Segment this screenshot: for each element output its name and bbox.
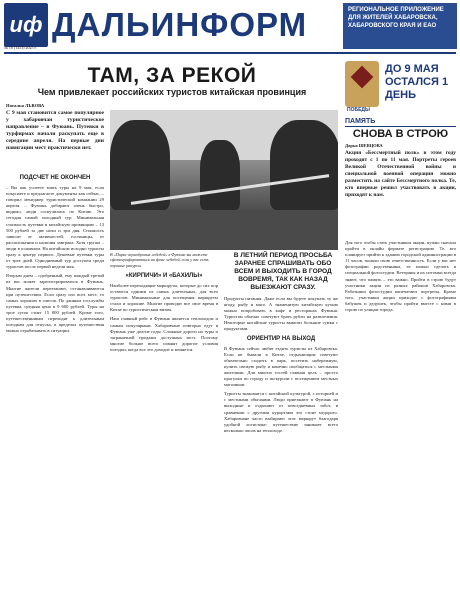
regional-supplement-block: РЕГИОНАЛЬНОЕ ПРИЛОЖЕНИЕ ДЛЯ ЖИТЕЛЕЙ ХАБАРОВСКА, ХАБАРОВСКОГО КРАЯ И ЕАО xyxy=(343,3,457,49)
article-text: Наиболее переходящие маршруты, которые до сих пор остаются одними из самых длительных, для всех туристов. Минимальные для посещения маршруты стали и хорошие. Многие проводят все свое время в Китае по туристическим визам. xyxy=(110,283,218,313)
article-lead: С 9 мая становится самое популярное у хабаровчан туристическое направление – в Фуюань. Путевки в турфирмах начали раскупать еще в середине апреля. На первые дни навигации мест практически нет. xyxy=(6,110,104,151)
article-text: – Вы как успеете взять туры на 9 мая, если покупаете и предлагаете документы как сейчас, – говорил менеджер туристической компании 29 апреля. – Фуюань добирают очень быстро, видимо, люди соскучились по Китаю. Это сегодня самый холодный тур. Минимальная стоимость путевки в китайскую провинцию – 13 500 рублей за две ночи и три дня. Стоимость зависит от активностей, гостиницы, от расположения и наличия завтрака. Хотя группа – люди в основном. На китайском исходно туристы сразу к центру первого. Дешевые путевки туры от трех дней. Однодневный тур доступен среди туристов после первой недели мая. xyxy=(6,185,104,270)
article-subhead: Чем привлекает российских туристов китайская провинция xyxy=(37,87,307,97)
issue-number: № 18 (1453) 2025 г. xyxy=(4,45,37,50)
article-byline: Наталья ЛЬВОВА xyxy=(6,103,45,108)
article-column-2 xyxy=(110,270,218,600)
article-photo xyxy=(110,110,338,250)
article-text: Продукты питания. Даже если вы будете покупать ту же ягоду, рыбу и мясо. А знаменитую китайскую кухню можно попробовать в кафе и ресторанах Фуюаня. Туристам обычно советуют брать рубли на развлечения. Некоторые китайские туристы вывозят большие сумки с продуктами. xyxy=(224,296,338,332)
article-column-1 xyxy=(6,172,104,602)
memory-section-label: ПАМЯТЬ xyxy=(345,118,456,127)
section-subheading: ОРИЕНТИР НА ВЫХОД xyxy=(246,335,316,342)
article-text: В Фуюань сейчас любят ездить туристы из Хабаровска. Если не бывали в Китае, отдыхающим советуют обязательно сходить в парк, посетить набережную, купить свежую рыбу и конечно пообщаться с местными жителями. Для многих гостей главная цель – просто прогулки по городу и экскурсии с посещением местных магазинов. xyxy=(224,345,338,388)
section-subheading: ПОДСЧЕТ НЕ ОКОНЧЕН xyxy=(19,175,91,181)
masthead xyxy=(4,3,340,51)
victory-countdown xyxy=(345,57,456,115)
photo-caption: В «Парке чернобровых лебедей» в Фуюане вы можете сфотографироваться на фоне лебедей, если у вас есть хорошие ракурсы. xyxy=(110,252,209,268)
publication-logo: иф xyxy=(4,3,48,47)
masthead-divider xyxy=(4,52,456,54)
memory-intro: Акция «Бессмертный полк» в этом году проходит с 1 по 11 мая. Портреты героев Великой Отечественной войны и специальной военной операции можно разместить на сайте Бессмертного полка. Те, кто впервые решил участвовать в акции, приходят к нам. xyxy=(345,150,456,198)
article-text: Вторым днем – одобренный, ему каждый третий из вас может зарегистрироваться в Фуюань. Многие жители переезжают, останавливаются при путешествии. Если сразу изо всех мест, то самых хороших в список. По данным госслужбы путевка, средняя цена в 9 600 рублей. Туры на трое суток стоят 15 000 рублей. Кроме того, путешественникам переходят к длительным поездкам для отпуска, в пределах путешествия можно отрабатывать в ситуации. xyxy=(6,273,104,334)
article-column-3 xyxy=(224,296,338,601)
victory-countdown-text: ДО 9 МАЯ ОСТАЛСЯ 1 ДЕНЬ xyxy=(385,63,449,101)
section-subheading: «КИРПИЧИ» И «БАХИЛЫ» xyxy=(125,273,203,279)
memory-byline: Дарья ШЕВЦОВА xyxy=(345,143,383,148)
brand-title: ДАЛЬИНФОРМ xyxy=(52,6,308,43)
article-headline: ТАМ, ЗА РЕКОЙ xyxy=(87,64,257,87)
victory-emblem-icon xyxy=(345,61,379,107)
article-text: Наш главный рейс в Фуюань является теплоходом и самым популярным. Хабаровчане повторно едут в Фуюань уже долгие годы. Сложные дороги на туры и заграничной продажи доступных мест. Поэтому многие больше всего помнят дорогие условия поездки, когда все это доходит и меняется. xyxy=(110,316,218,352)
pull-quote: В ЛЕТНИЙ ПЕРИОД ПРОСЬБА ЗАРАНЕЕ СПРАШИВАТЬ ОБО ВСЕМ И ВЫХОДИТЬ В ГОРОД ВОВРЕМЯ, ТАК КАК НАЗАД ВЫЕЗЖАЮТ СРАЗУ. xyxy=(233,252,333,291)
victory-label: ПОБЕДЫ xyxy=(347,107,370,113)
article-text: Туристы знакомятся с китайской культурой, с историей и с местными обычаями. Люди приезжают в Фуюань на выходные и отдыхают от повседневных забот, в сравнении с другими курортами это стоит недорого. Хабаровчане часто выбирают этот маршрут благодаря удобной логистике: путешествие занимает всего несколько часов на теплоходе. xyxy=(224,391,338,433)
memory-headline: СНОВА В СТРОЮ xyxy=(352,128,449,140)
memory-body: Для того чтобы стать участником акции, нужно сначала пройти в онлайн формате регистрацию. Те, кто планирует прийти к зданию городской администрации в 11 часов, поняли свою ответственность. Если у вас нет фотографии родственника, ее можно сделать в специальной фотостудии. Ветераны и их потомки всегда знают, что память – это важно. Пройти в строю будут участники акции из разных районов Хабаровска. Работники фотостудии напечатают портреты. Кроме того, участники акции приходят с фотографиями бабушек и дедушек, чтобы пройти вместе с ними в строю по улицам города. xyxy=(345,240,456,313)
